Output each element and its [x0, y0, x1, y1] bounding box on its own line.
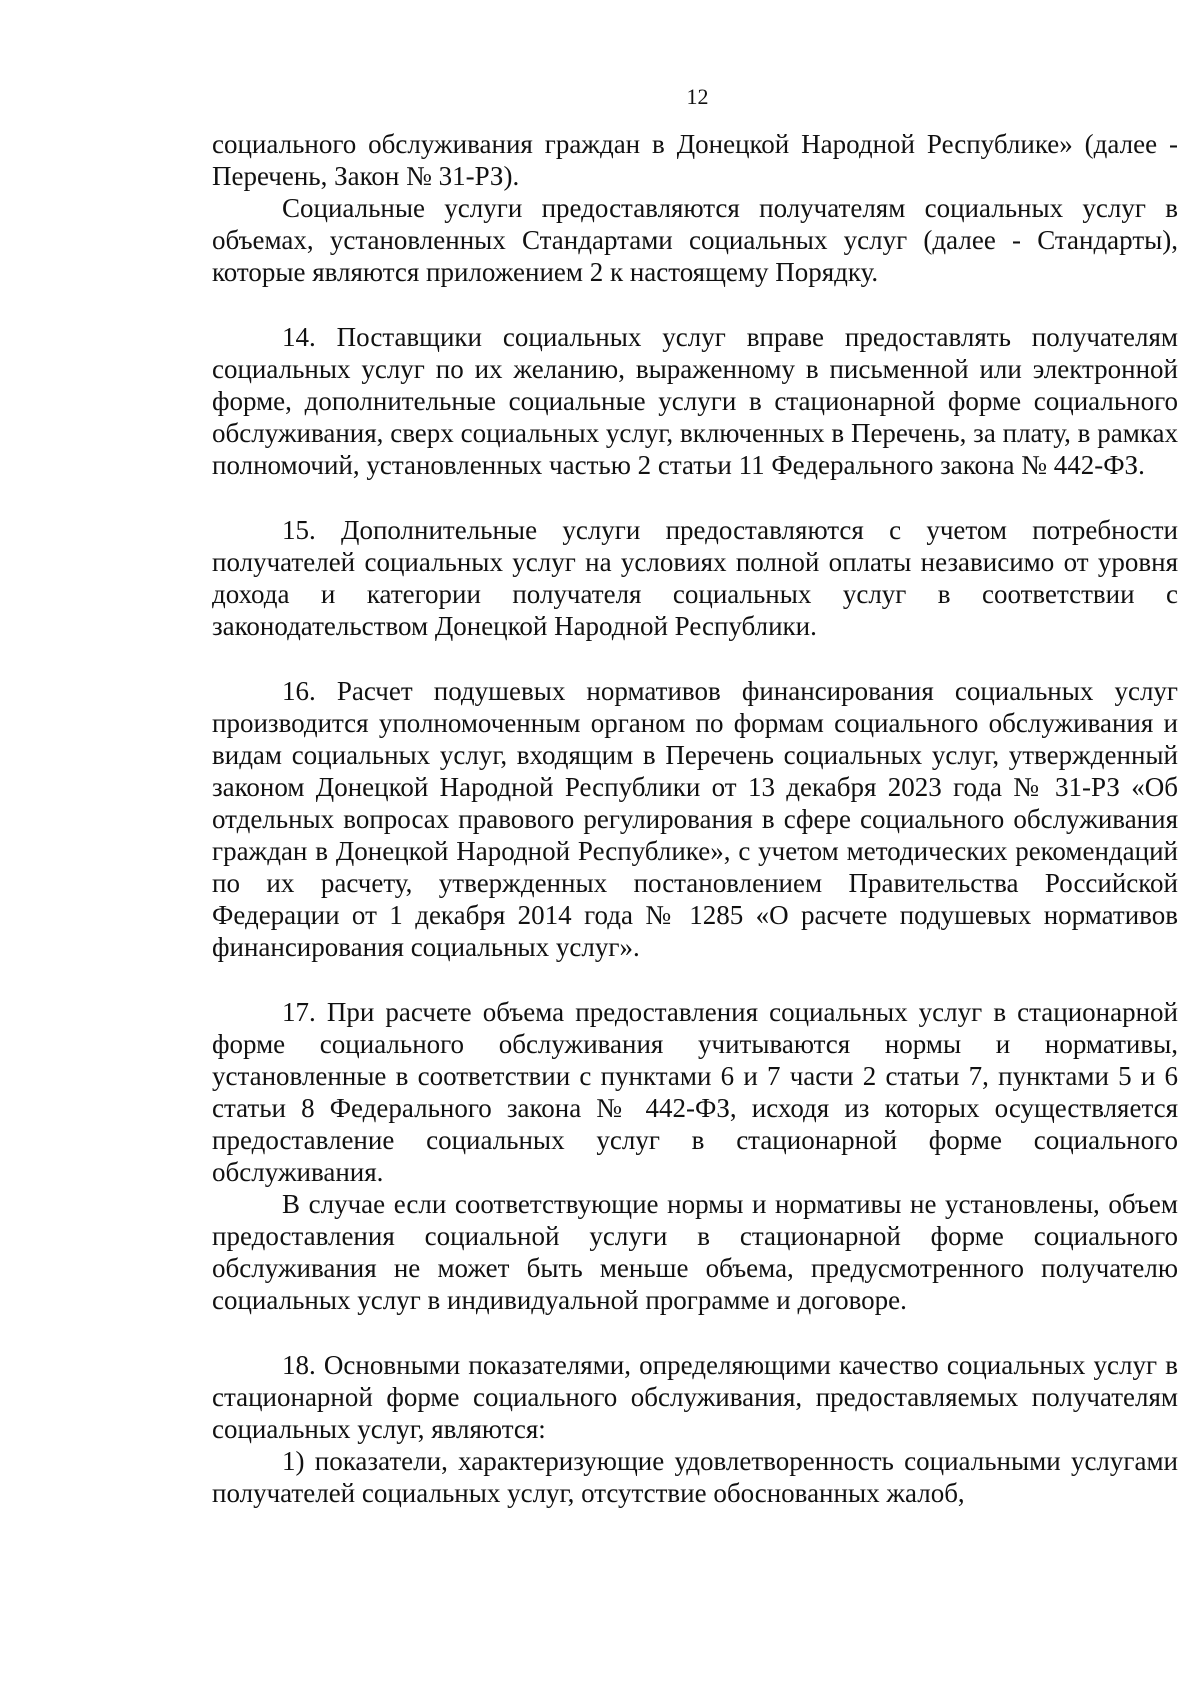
paragraph-17: 17. При расчете объема предоставления социальных услуг в стационарной форме социального обслуживания учитываются нормы и нормативы, установленные в соответствии с пунктами 6 и 7 части 2 статьи 7, пунктами 5 и 6 статьи 8 Федерального закона № 442-ФЗ, исходя из которых осуществляется предоставление социальных услуг в стационарной форме социального обслуживания.	[212, 997, 1178, 1187]
paragraph-15: 15. Дополнительные услуги предоставляются с учетом потребности получателей социальных услуг на условиях полной оплаты независимо от уровня дохода и категории получателя социальных услуг в соответствии с законодательством Донецкой Народной Республики.	[212, 515, 1178, 641]
paragraph-17-norms: В случае если соответствующие нормы и нормативы не установлены, объем предоставления социальной услуги в стационарной форме социального обслуживания не может быть меньше объема, предусмотренного получателю социальных услуг в индивидуальной программе и договоре.	[212, 1189, 1178, 1315]
paragraph-continuation: социального обслуживания граждан в Донецкой Народной Республике» (далее - Перечень, Закон № 31-РЗ).	[212, 129, 1178, 191]
document-body	[212, 128, 1178, 1509]
paragraph-18: 18. Основными показателями, определяющими качество социальных услуг в стационарной форме социального обслуживания, предоставляемых получателям социальных услуг, являются:	[212, 1350, 1178, 1444]
paragraph-16: 16. Расчет подушевых нормативов финансирования социальных услуг производится уполномоченным органом по формам социального обслуживания и видам социальных услуг, входящим в Перечень социальных услуг, утвержденный законом Донецкой Народной Республики от 13 декабря 2023 года № 31-РЗ «Об отдельных вопросах правового регулирования в сфере социального обслуживания граждан в Донецкой Народной Республике», с учетом методических рекомендаций по их расчету, утвержденных постановлением Правительства Российской Федерации от 1 декабря 2014 года № 1285 «О расчете подушевых нормативов финансирования социальных услуг».	[212, 676, 1178, 962]
paragraph-14: 14. Поставщики социальных услуг вправе предоставлять получателям социальных услуг по их желанию, выраженному в письменной или электронной форме, дополнительные социальные услуги в стационарной форме социального обслуживания, сверх социальных услуг, включенных в Перечень, за плату, в рамках полномочий, установленных частью 2 статьи 11 Федерального закона № 442-ФЗ.	[212, 322, 1178, 480]
page-number: 12	[686, 84, 709, 109]
paragraph-18-item-1: 1) показатели, характеризующие удовлетворенность социальными услугами получателей социальных услуг, отсутствие обоснованных жалоб,	[212, 1446, 1178, 1508]
paragraph-standards: Социальные услуги предоставляются получателям социальных услуг в объемах, установленных Стандартами социальных услуг (далее - Стандарты), которые являются приложением 2 к настоящему Порядку.	[212, 193, 1178, 287]
